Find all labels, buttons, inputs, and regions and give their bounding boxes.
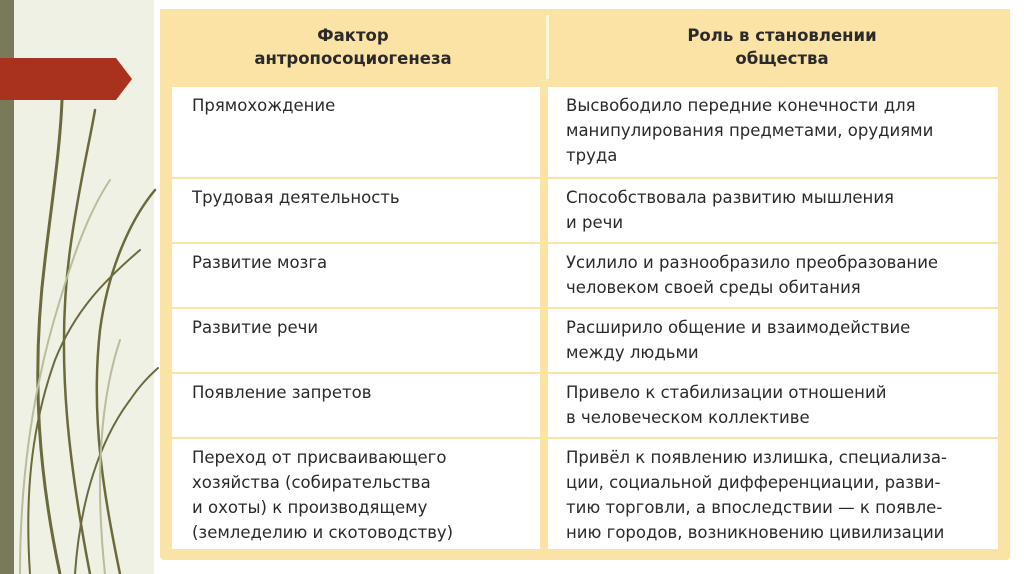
role-line: Способствовала развитию мышления xyxy=(566,188,894,207)
role-line: человеком своей среды обитания xyxy=(566,278,861,297)
role-line: Высвободило передние конечности для xyxy=(566,96,916,115)
role-line: Усилило и разнообразило преобразование xyxy=(566,253,939,272)
role-line: в человеческом коллективе xyxy=(566,408,810,427)
factor-cell xyxy=(172,374,540,437)
role-line: между людьми xyxy=(566,343,699,362)
factor-line: Развитие мозга xyxy=(192,253,328,272)
header-factor-line: Фактор xyxy=(317,26,389,45)
factor-cell xyxy=(172,87,540,177)
factor-cell xyxy=(172,179,540,242)
table-row xyxy=(160,179,1010,242)
role-cell xyxy=(548,309,998,372)
role-line: и речи xyxy=(566,213,624,232)
role-line: Привёл к появлению излишка, специализа- xyxy=(566,448,947,467)
role-cell xyxy=(548,374,998,437)
role-line: Расширило общение и взаимодействие xyxy=(566,318,911,337)
role-cell xyxy=(548,439,998,549)
header-factor xyxy=(160,9,546,85)
factor-line: Появление запретов xyxy=(192,383,372,402)
factor-cell xyxy=(172,309,540,372)
header-role xyxy=(554,9,1010,85)
role-line: ции, социальной дифференциации, разви- xyxy=(566,473,941,492)
header-role-line: общества xyxy=(735,49,829,68)
factor-cell xyxy=(172,439,540,549)
table-row xyxy=(160,439,1010,549)
role-cell xyxy=(548,179,998,242)
table-row xyxy=(160,374,1010,437)
role-cell xyxy=(548,244,998,307)
role-line: труда xyxy=(566,146,618,165)
role-line: Привело к стабилизации отношений xyxy=(566,383,887,402)
table-row xyxy=(160,244,1010,307)
role-line: нию городов, возникновению цивилизации xyxy=(566,523,945,542)
header-role-line: Роль в становлении xyxy=(687,26,877,45)
factor-line: (земледелию и скотоводству) xyxy=(192,523,454,542)
header-factor-line: антропосоциогенеза xyxy=(254,49,452,68)
factors-table xyxy=(160,9,1010,560)
factor-line: хозяйства (собирательства xyxy=(192,473,431,492)
role-line: тию торговли, а впоследствии — к появле- xyxy=(566,498,943,517)
role-line: манипулирования предметами, орудиями xyxy=(566,121,934,140)
role-cell xyxy=(548,87,998,177)
factor-line: Прямохождение xyxy=(192,96,336,115)
table-header xyxy=(160,9,1010,85)
factor-cell xyxy=(172,244,540,307)
factor-line: Переход от присваивающего xyxy=(192,448,447,467)
factor-line: Развитие речи xyxy=(192,318,319,337)
factor-line: Трудовая деятельность xyxy=(192,188,400,207)
factor-line: и охоты) к производящему xyxy=(192,498,428,517)
table-row xyxy=(160,309,1010,372)
table-row xyxy=(160,87,1010,177)
red-arrow-marker xyxy=(0,58,132,100)
header-divider xyxy=(546,15,549,79)
